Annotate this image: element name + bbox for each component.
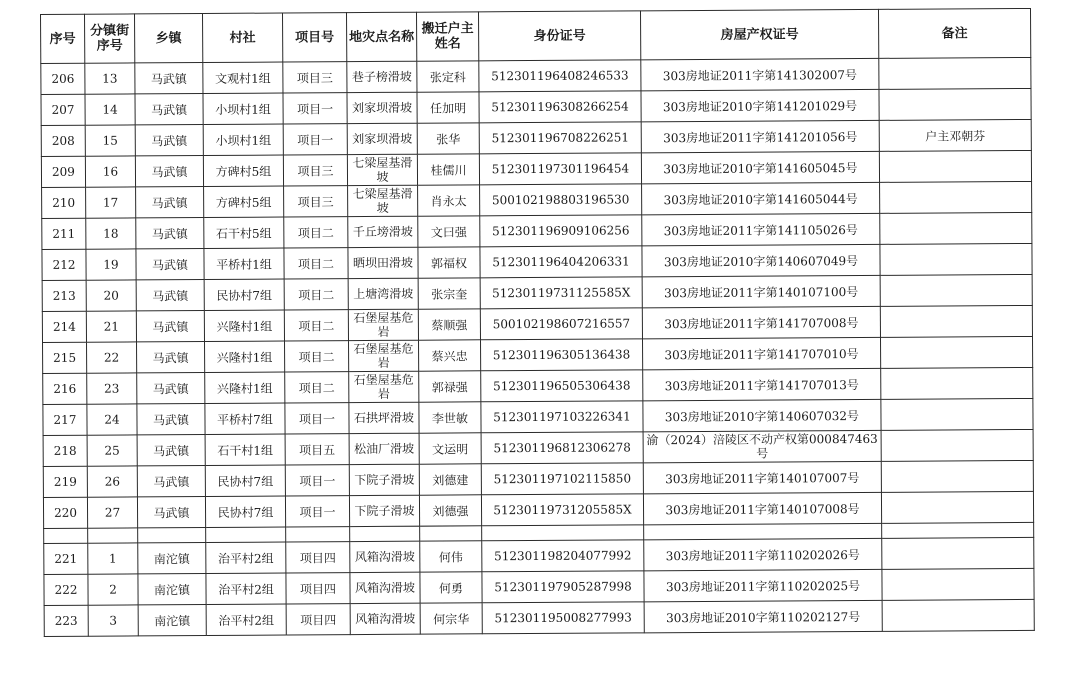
property-cert-cell: 303房地证2011字第141707010号 [642,337,880,369]
project-cell: 项目四 [286,604,350,635]
hazard-site-cell: 石堡屋基危岩 [349,340,419,371]
village-cell: 石干村1组 [205,434,285,465]
property-cert-cell: 303房地证2011字第140107008号 [643,492,881,524]
empty-cell [138,527,206,542]
sub-number-cell: 16 [85,156,135,187]
property-cert-cell: 303房地证2011字第110202026号 [644,538,882,570]
hazard-site-cell: 上塘湾滑坡 [348,278,418,309]
hazard-site-cell: 千丘塝滑坡 [348,216,418,247]
town-cell: 马武镇 [137,465,205,496]
sub-number-cell: 15 [85,125,135,156]
id-number-cell: 512301198204077992 [482,540,644,572]
remark-cell [881,367,1033,399]
id-number-cell: 512301197102115850 [481,463,643,495]
town-cell: 南沱镇 [138,573,206,604]
town-cell: 马武镇 [137,496,205,527]
remark-cell [879,88,1031,120]
empty-cell [482,525,644,541]
id-number-cell: 512301197905287998 [482,571,644,603]
row-number-cell: 215 [43,342,87,373]
householder-name-cell: 郭禄强 [419,371,481,402]
hazard-site-cell: 巷子榜滑坡 [347,61,417,92]
project-cell: 项目一 [285,403,349,434]
id-number-cell: 512301195008277993 [482,602,644,634]
village-cell: 民协村7组 [204,279,284,310]
village-cell: 文观村1组 [203,62,283,93]
empty-cell [644,523,882,539]
village-cell: 民协村7组 [205,465,285,496]
hazard-site-cell: 石拱坪滑坡 [349,402,419,433]
remark-cell [880,212,1032,244]
project-cell: 项目一 [285,496,349,527]
row-number-cell: 221 [44,543,88,574]
village-cell: 小坝村1组 [203,124,283,155]
village-cell: 方碑村5组 [203,155,283,186]
id-number-cell: 512301196708226251 [479,122,641,154]
relocation-table [40,8,1035,637]
project-cell: 项目一 [285,465,349,496]
id-number-cell: 512301196308266254 [479,91,641,123]
hazard-site-cell: 七梁屋基滑坡 [347,154,417,185]
sub-number-cell: 22 [87,342,137,373]
project-cell: 项目一 [283,93,347,124]
empty-cell [286,527,350,542]
householder-name-cell: 刘德强 [419,495,481,526]
sub-number-cell: 27 [87,497,137,528]
hazard-site-cell: 石堡屋基危岩 [349,371,419,402]
id-number-cell: 500102198803196530 [480,184,642,216]
row-number-cell: 223 [44,605,88,636]
town-cell: 马武镇 [136,218,204,249]
village-cell: 治平村2组 [206,573,286,604]
sub-number-cell: 1 [88,543,138,574]
empty-cell [44,528,88,543]
empty-cell [350,526,420,541]
householder-name-cell: 李世敏 [419,402,481,433]
village-cell: 兴隆村1组 [204,310,284,341]
row-number-cell: 216 [43,373,87,404]
householder-name-cell: 任加明 [417,92,479,123]
header-cell: 备注 [878,8,1030,58]
householder-name-cell: 张宗奎 [418,278,480,309]
row-number-cell: 211 [42,218,86,249]
village-cell: 治平村2组 [206,604,286,635]
project-cell: 项目二 [285,341,349,372]
id-number-cell: 512301197301196454 [479,153,641,185]
id-number-cell: 51230119731205585X [481,494,643,526]
sub-number-cell: 14 [85,94,135,125]
householder-name-cell: 何宗华 [420,603,482,634]
document-sheet [40,8,1034,637]
row-number-cell: 209 [41,156,85,187]
village-cell: 兴隆村1组 [205,341,285,372]
property-cert-cell: 303房地证2010字第140607049号 [642,244,880,276]
householder-name-cell: 蔡顺强 [418,309,480,340]
project-cell: 项目一 [283,124,347,155]
remark-cell [880,305,1032,337]
id-number-cell: 512301197103226341 [481,401,643,433]
table-body [41,57,1034,636]
project-cell: 项目二 [284,217,348,248]
town-cell: 马武镇 [137,342,205,373]
sub-number-cell: 23 [87,373,137,404]
sub-number-cell: 26 [87,466,137,497]
householder-name-cell: 文运明 [419,433,481,464]
property-cert-cell: 303房地证2011字第141105026号 [642,213,880,245]
id-number-cell: 51230119731125585X [480,277,642,309]
town-cell: 马武镇 [136,249,204,280]
town-cell: 马武镇 [137,434,205,465]
id-number-cell: 512301196505306438 [481,370,643,402]
householder-name-cell: 何伟 [420,541,482,572]
hazard-site-cell: 下院子滑坡 [349,495,419,526]
village-cell: 小坝村1组 [203,93,283,124]
village-cell: 民协村7组 [205,496,285,527]
town-cell: 马武镇 [136,187,204,218]
sub-number-cell: 17 [86,187,136,218]
sub-number-cell: 21 [86,311,136,342]
row-number-cell: 220 [43,497,87,528]
remark-cell [882,599,1034,631]
village-cell: 方碑村5组 [204,186,284,217]
hazard-site-cell: 晒坝田滑坡 [348,247,418,278]
project-cell: 项目二 [284,310,348,341]
village-cell: 石干村5组 [204,217,284,248]
householder-name-cell: 张定科 [417,61,479,92]
property-cert-cell: 303房地证2010字第141201029号 [641,89,879,121]
id-number-cell: 512301196305136438 [480,339,642,371]
sub-number-cell: 2 [88,574,138,605]
header-cell: 身份证号 [478,11,640,61]
project-cell: 项目三 [283,155,347,186]
remark-cell [882,568,1034,600]
householder-name-cell: 肖永太 [418,185,480,216]
sub-number-cell: 20 [86,280,136,311]
project-cell: 项目四 [286,542,350,573]
village-cell: 平桥村1组 [204,248,284,279]
sub-number-cell: 25 [87,435,137,466]
remark-cell [879,150,1031,182]
header-cell: 地灾点名称 [346,12,416,61]
town-cell: 马武镇 [135,63,203,94]
town-cell: 南沱镇 [138,542,206,573]
householder-name-cell: 桂儒川 [417,154,479,185]
row-number-cell: 207 [41,94,85,125]
remark-cell [882,537,1034,569]
hazard-site-cell: 刘家坝滑坡 [347,123,417,154]
property-cert-cell: 303房地证2010字第141605044号 [642,182,880,214]
remark-cell [880,243,1032,275]
remark-cell [880,274,1032,306]
row-number-cell: 214 [42,311,86,342]
empty-cell [206,527,286,542]
property-cert-cell: 303房地证2010字第140607032号 [643,399,881,431]
header-cell: 项目号 [282,13,346,62]
town-cell: 马武镇 [135,94,203,125]
property-cert-cell: 303房地证2011字第141302007号 [641,58,879,90]
hazard-site-cell: 风箱沟滑坡 [350,572,420,603]
property-cert-cell: 303房地证2011字第140107100号 [642,275,880,307]
property-cert-cell: 303房地证2010字第141605045号 [641,151,879,183]
row-number-cell: 219 [43,466,87,497]
householder-name-cell: 蔡兴忠 [418,340,480,371]
sub-number-cell: 13 [85,63,135,94]
sub-number-cell: 18 [86,218,136,249]
row-number-cell: 206 [41,63,85,94]
town-cell: 马武镇 [135,125,203,156]
property-cert-cell: 303房地证2011字第110202025号 [644,569,882,601]
town-cell: 马武镇 [135,156,203,187]
remark-cell [880,181,1032,213]
row-number-cell: 217 [43,404,87,435]
sub-number-cell: 3 [88,605,138,636]
row-number-cell: 210 [42,187,86,218]
header-cell: 房屋产权证号 [640,9,878,59]
sub-number-cell: 19 [86,249,136,280]
empty-cell [88,528,138,543]
village-cell: 治平村2组 [206,542,286,573]
table-row [44,599,1034,636]
project-cell: 项目二 [285,372,349,403]
empty-cell [420,526,482,541]
village-cell: 平桥村7组 [205,403,285,434]
village-cell: 兴隆村1组 [205,372,285,403]
id-number-cell: 512301196404206331 [480,246,642,278]
hazard-site-cell: 刘家坝滑坡 [347,92,417,123]
remark-cell [880,336,1032,368]
project-cell: 项目三 [284,186,348,217]
id-number-cell: 512301196812306278 [481,432,643,464]
project-cell: 项目三 [283,62,347,93]
town-cell: 马武镇 [137,404,205,435]
hazard-site-cell: 风箱沟滑坡 [350,541,420,572]
remark-cell [881,398,1033,430]
project-cell: 项目二 [284,279,348,310]
remark-cell [881,491,1033,523]
hazard-site-cell: 石堡屋基危岩 [348,309,418,340]
property-cert-cell: 303房地证2011字第141707013号 [643,368,881,400]
row-number-cell: 218 [43,435,87,466]
header-cell: 乡镇 [135,14,203,63]
town-cell: 马武镇 [137,373,205,404]
id-number-cell: 512301196408246533 [479,60,641,92]
remark-cell: 户主邓朝芬 [879,119,1031,151]
project-cell: 项目五 [285,434,349,465]
project-cell: 项目二 [284,248,348,279]
householder-name-cell: 刘德建 [419,464,481,495]
property-cert-cell: 303房地证2011字第141201056号 [641,120,879,152]
property-cert-cell: 303房地证2011字第140107007号 [643,461,881,493]
householder-name-cell: 张华 [417,123,479,154]
hazard-site-cell: 七梁屋基滑坡 [348,185,418,216]
remark-cell [879,57,1031,89]
header-cell: 搬迁户主姓名 [416,12,478,61]
project-cell: 项目四 [286,573,350,604]
row-number-cell: 212 [42,249,86,280]
town-cell: 南沱镇 [138,604,206,635]
row-number-cell: 222 [44,574,88,605]
id-number-cell: 500102198607216557 [480,308,642,340]
remark-cell [881,460,1033,492]
hazard-site-cell: 松油厂滑坡 [349,433,419,464]
empty-cell [882,522,1034,538]
id-number-cell: 512301196909106256 [480,215,642,247]
header-cell: 序号 [41,14,85,63]
row-number-cell: 213 [42,280,86,311]
householder-name-cell: 文曰强 [418,216,480,247]
row-number-cell: 208 [41,125,85,156]
header-cell: 分镇街序号 [85,14,135,63]
property-cert-cell: 303房地证2010字第110202127号 [644,600,882,632]
householder-name-cell: 何勇 [420,572,482,603]
hazard-site-cell: 下院子滑坡 [349,464,419,495]
header-cell: 村社 [203,13,283,62]
town-cell: 马武镇 [136,311,204,342]
property-cert-cell: 渝（2024）涪陵区不动产权第000847463号 [643,430,881,462]
hazard-site-cell: 风箱沟滑坡 [350,603,420,634]
header-row [41,8,1031,63]
sub-number-cell: 24 [87,404,137,435]
town-cell: 马武镇 [136,280,204,311]
property-cert-cell: 303房地证2011字第141707008号 [642,306,880,338]
remark-cell [881,429,1033,461]
householder-name-cell: 郭福权 [418,247,480,278]
